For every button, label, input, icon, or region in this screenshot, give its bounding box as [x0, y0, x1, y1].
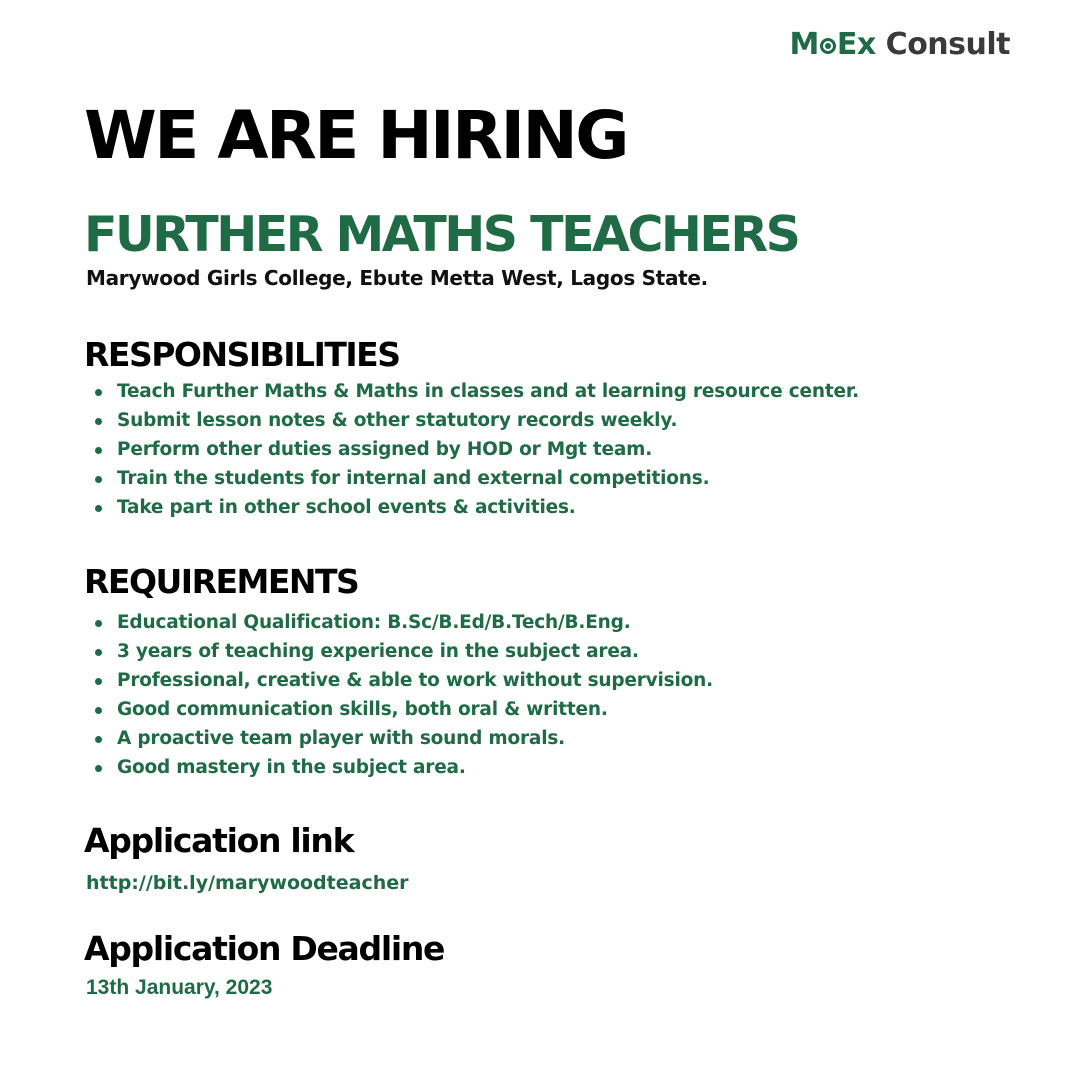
list-item: Good mastery in the subject area.: [92, 753, 713, 782]
job-role-title: FURTHER MATHS TEACHERS: [84, 206, 799, 263]
list-item: 3 years of teaching experience in the subject area.: [92, 637, 713, 666]
job-location: Marywood Girls College, Ebute Metta West, Lagos State.: [86, 266, 708, 290]
list-item: Teach Further Maths & Maths in classes and at learning resource center.: [92, 377, 859, 406]
requirements-list: [92, 608, 713, 782]
logo-letters-ex: Ex: [836, 26, 876, 62]
responsibilities-list: [92, 377, 859, 522]
logo-letter-m: M: [789, 26, 819, 62]
target-circle-icon: [820, 38, 836, 54]
list-item: Take part in other school events & activities.: [92, 493, 859, 522]
hiring-title: WE ARE HIRING: [84, 97, 627, 174]
list-item: A proactive team player with sound morals.: [92, 724, 713, 753]
application-deadline-heading: Application Deadline: [84, 929, 445, 968]
list-item: Train the students for internal and external competitions.: [92, 464, 859, 493]
requirements-heading: REQUIREMENTS: [84, 562, 359, 601]
brand-logo: [789, 26, 1010, 62]
logo-consult-text: Consult: [885, 26, 1010, 62]
application-deadline-date: 13th January, 2023: [86, 976, 273, 999]
responsibilities-heading: RESPONSIBILITIES: [84, 335, 400, 374]
list-item: Educational Qualification: B.Sc/B.Ed/B.Tech/B.Eng.: [92, 608, 713, 637]
list-item: Good communication skills, both oral & written.: [92, 695, 713, 724]
list-item: Professional, creative & able to work without supervision.: [92, 666, 713, 695]
application-link-heading: Application link: [84, 821, 354, 860]
list-item: Perform other duties assigned by HOD or Mgt team.: [92, 435, 859, 464]
application-link[interactable]: http://bit.ly/marywoodteacher: [86, 872, 409, 894]
list-item: Submit lesson notes & other statutory records weekly.: [92, 406, 859, 435]
